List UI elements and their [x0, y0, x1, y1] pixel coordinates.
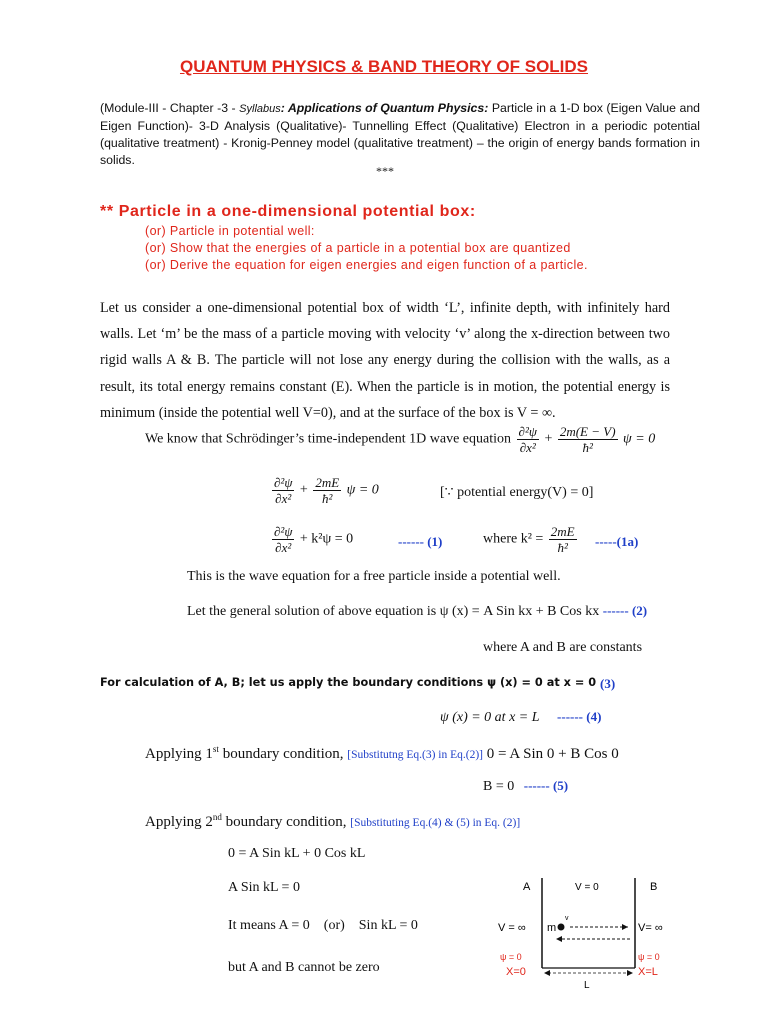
psi-right-label: ψ = 0 [638, 952, 660, 962]
arrow-left-icon [556, 936, 562, 942]
boundary-condition-2: ψ (x) = 0 at x = L ------ (4) [440, 709, 602, 725]
arrow-right-icon [622, 924, 628, 930]
step-2: A Sin kL = 0 [228, 880, 300, 895]
separator-stars: *** [376, 164, 394, 178]
apply-second-bc: Applying 2nd boundary condition, [Substituting Eq.(4) & (5) in Eq. (2)] [145, 812, 521, 830]
velocity-label: v [565, 915, 569, 922]
v-right-label: V= ∞ [638, 922, 663, 934]
module-label: (Module-III - Chapter -3 - [100, 101, 236, 115]
alt-title-1: (or) Particle in potential well: [145, 224, 315, 238]
b-equals-zero: B = 0 ------ (5) [483, 778, 569, 794]
eq3-label: (3) [600, 676, 616, 691]
step-1: 0 = A Sin kL + 0 Cos kL [228, 846, 366, 861]
wall-b-label: B [650, 881, 658, 893]
syllabus-word: Syllabus [239, 103, 281, 115]
general-solution: Let the general solution of above equation is ψ (x) = A Sin kx + B Cos kx ------ (2) [187, 603, 648, 619]
width-label: L [584, 980, 590, 991]
constants-line: where A and B are constants [483, 640, 643, 655]
v-inside-label: V = 0 [575, 882, 599, 893]
dimension-right-arrow-icon [627, 970, 633, 976]
boundary-condition-1: For calculation of A, B; let us apply the boundary conditions ψ (x) = 0 at x = 0 [100, 676, 597, 689]
free-particle-line: This is the wave equation for a free particle inside a potential well. [187, 569, 561, 584]
schrodinger-equation: We know that Schrödinger’s time-independent 1D wave equation $\frac{\text{∂²ψ}}{\text{∂x²}}$ + $\frac{2m(E - V)}{\text{ħ²}}$ ψ = 0 [145, 424, 656, 455]
k-definition: where k² = $\frac{2mE}{\text{ħ²}}$ [483, 524, 575, 555]
apply-first-bc: Applying 1st boundary condition, [Substitutng Eq.(3) in Eq.(2)] 0 = A Sin 0 + B Cos 0 [145, 744, 619, 762]
v-left-label: V = ∞ [498, 922, 526, 934]
page-title: QUANTUM PHYSICS & BAND THEORY OF SOLIDS [179, 57, 589, 76]
psi-left-label: ψ = 0 [500, 952, 522, 962]
particle-icon [558, 924, 565, 931]
free-equation: $\frac{\text{∂²ψ}}{\text{∂x²}}$ + $\frac{2mE}{\text{ħ²}}$ ψ = 0 [274, 475, 379, 506]
alt-title-3: (or) Derive the equation for eigen energies and eigen function of a particle. [145, 258, 588, 272]
syllabus-block [100, 100, 700, 169]
particle-mass: m [547, 922, 557, 934]
xl-label: X=L [638, 966, 658, 978]
section-heading: ** Particle in a one-dimensional potential box: [100, 203, 476, 220]
dimension-left-arrow-icon [544, 970, 550, 976]
alt-title-2: (or) Show that the energies of a particle in a potential box are quantized [145, 241, 571, 255]
potential-well-diagram [490, 872, 680, 994]
potential-note: [∵ potential energy(V) = 0] [440, 485, 594, 500]
second-derivative: $\frac{\text{∂²ψ}}{\text{∂x²}}$ [518, 424, 537, 455]
step-3: It means A = 0 (or) Sin kL = 0 [228, 918, 418, 933]
energy-term: $\frac{2m(E - V)}{\text{ħ²}}$ [559, 424, 616, 455]
syllabus-text: Particle in a 1-D box (Eigen Value and Eigen Function)- 3-D Analysis (Qualitative)- Tunnelling Effect (Qualitative) Electron in a periodic potential (qualitative treatment) - Kronig-Penney model (qualitative treatment) – the origin of energy bands formation in solids. [100, 101, 701, 167]
eq1-label: ------ (1) [398, 534, 443, 549]
syllabus-heading: : Applications of Quantum Physics: [280, 101, 489, 115]
step-4: but A and B cannot be zero [228, 960, 380, 975]
intro-paragraph: Let us consider a one-dimensional potential box of width ‘L’, infinite depth, with infinitely hard walls. Let ‘m’ be the mass of a particle moving with velocity ‘v’ along the x-direction between two rigid walls A & B. The particle will not lose any energy during the collision with the walls, as a result, its total energy remains constant (E). When the particle is in motion, the potential energy is minimum (inside the potential well V=0), and at the surface of the box is V = ∞. [100, 300, 670, 421]
x0-label: X=0 [506, 966, 526, 978]
equation-1: $\frac{\text{∂²ψ}}{\text{∂x²}}$ + k²ψ = 0 [274, 524, 354, 555]
wall-a-label: A [523, 881, 531, 893]
eq1a-label: -----(1a) [595, 534, 639, 549]
schrodinger-intro: We know that Schrödinger’s time-independent 1D wave equation [145, 431, 512, 447]
